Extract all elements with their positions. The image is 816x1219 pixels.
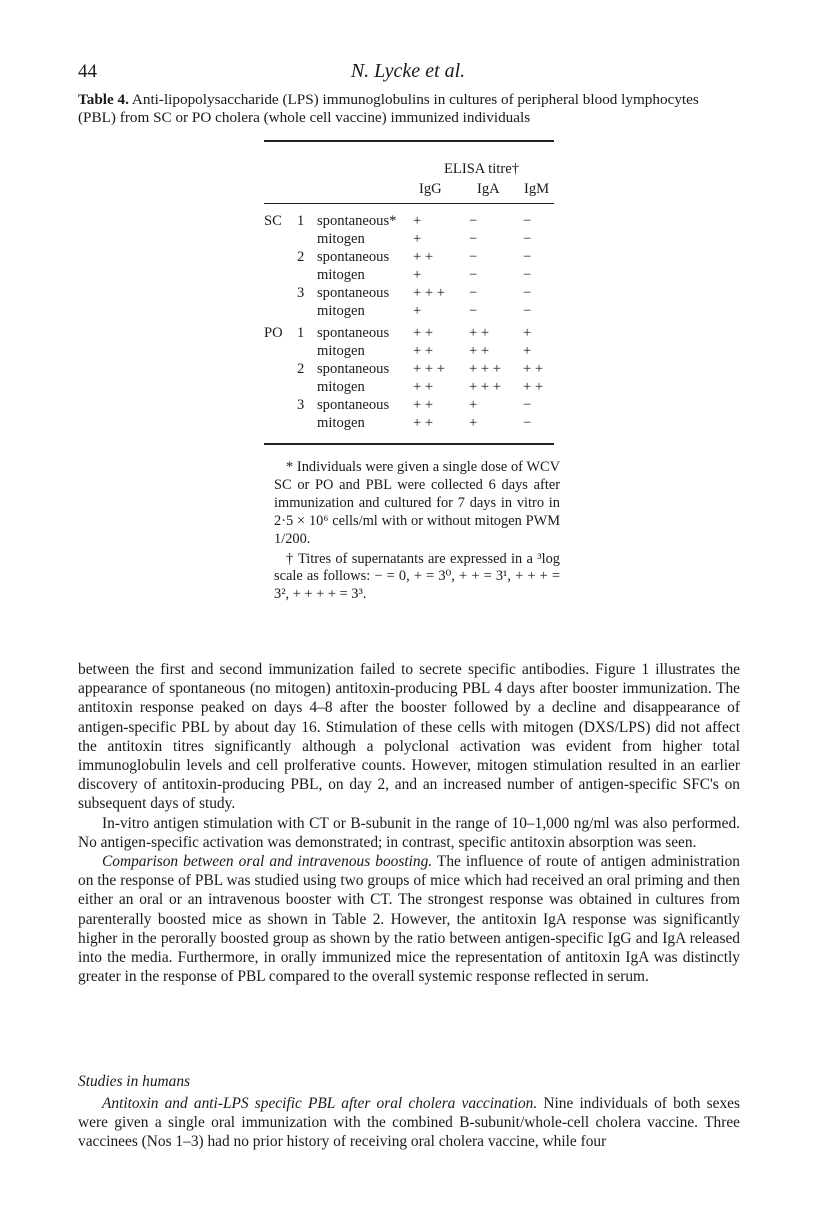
column-header-igg: IgG: [419, 181, 442, 197]
cell-igm: +: [523, 325, 532, 342]
cell-igm: −: [523, 266, 532, 283]
footnote-dagger: † Titres of supernatants are expressed in a ³log scale as follows: − = 0, + = 3⁰, + + = 3¹, + + + = 3², + + + + = 3³.: [274, 550, 560, 603]
cell-igm: −: [523, 213, 532, 229]
cell-condition: spontaneous: [317, 361, 390, 378]
cell-iga: −: [469, 284, 478, 301]
cell-condition: mitogen: [317, 343, 365, 360]
cell-igg: + +: [413, 325, 434, 342]
cell-iga: −: [469, 230, 478, 247]
cell-condition: mitogen: [317, 379, 365, 396]
section-heading: Studies in humans: [78, 1073, 191, 1090]
cell-subject: 1: [297, 325, 305, 342]
column-header-iga: IgA: [477, 181, 500, 197]
cell-igm: +: [523, 343, 532, 360]
cell-igm: + +: [523, 361, 544, 378]
cell-iga: −: [469, 213, 478, 229]
cell-condition: mitogen: [317, 302, 365, 319]
table-caption-text: Anti-lipopolysaccharide (LPS) immunoglobulins in cultures of peripheral blood lymphocytes (PBL) from SC or PO cholera (whole cell vaccine) immunized individuals: [78, 91, 699, 126]
cell-iga: +: [469, 414, 478, 431]
cell-condition: spontaneous*: [317, 213, 397, 229]
table-group-header: ELISA titre†: [444, 161, 519, 177]
cell-igg: +: [413, 266, 422, 283]
cell-iga: + + +: [469, 379, 501, 396]
cell-igg: + +: [413, 414, 434, 431]
body-text: [78, 660, 740, 986]
column-header-igm: IgM: [524, 181, 550, 197]
cell-condition: spontaneous: [317, 325, 390, 342]
paragraph-4-text: Nine individuals of both sexes were given a single oral immunization with the combined B-subunit/whole-cell cholera vaccine. Three vaccinees (Nos 1–3) had no prior history of receiving oral cholera vaccine, while four: [78, 1095, 740, 1151]
table-top-rule: [264, 140, 554, 142]
cell-igm: −: [523, 284, 532, 301]
cell-igg: + +: [413, 248, 434, 265]
cell-igg: + +: [413, 379, 434, 396]
cell-iga: + +: [469, 343, 490, 360]
cell-condition: mitogen: [317, 230, 365, 247]
cell-subject: 1: [297, 213, 305, 229]
table-header-rule: [264, 203, 554, 204]
table-bottom-rule: [264, 443, 554, 445]
paragraph-4-title: Antitoxin and anti-LPS specific PBL after oral cholera vaccination.: [102, 1095, 538, 1112]
cell-igm: −: [523, 230, 532, 247]
running-head: N. Lycke et al.: [350, 60, 466, 82]
footnote-star: * Individuals were given a single dose of WCV SC or PO and PBL were collected 6 days after immunization and cultured for 7 days in vitro in 2·5 × 10⁶ cells/ml with or without mitogen PWM 1/200.: [274, 459, 560, 547]
cell-subject: 2: [297, 361, 305, 378]
cell-route: SC: [264, 213, 282, 229]
cell-igm: −: [523, 248, 532, 265]
cell-igm: −: [523, 302, 532, 319]
paragraph-3: [78, 852, 740, 986]
cell-igm: −: [523, 414, 532, 431]
cell-igg: +: [413, 213, 422, 229]
cell-igg: + +: [413, 343, 434, 360]
cell-iga: −: [469, 248, 478, 265]
cell-igg: + + +: [413, 361, 445, 378]
body-text-lower: [78, 1094, 740, 1152]
paragraph-3-text: The influence of route of antigen administration on the response of PBL was studied using two groups of mice which had received an oral priming and then either an oral or an intravenous booster with CT. The strongest response was obtained in cultures from parenterally boosted mice as shown in Table 2. However, the antitoxin IgA response was significantly higher in the perorally boosted group as shown by the ratio between antigen-specific IgG and IgA released into the media. Furthermore, in orally immunized mice the representation of antitoxin IgA was distinctly greater in the response of PBL compared to the overall systemic response reflected in serum.: [78, 853, 740, 986]
cell-condition: mitogen: [317, 266, 365, 283]
cell-condition: spontaneous: [317, 284, 390, 301]
cell-route: PO: [264, 325, 283, 342]
cell-iga: + +: [469, 325, 490, 342]
cell-igm: + +: [523, 379, 544, 396]
cell-condition: mitogen: [317, 414, 365, 431]
paragraph-3-title: Comparison between oral and intravenous boosting.: [102, 853, 433, 871]
cell-igm: −: [523, 397, 532, 413]
table-caption: [78, 91, 740, 127]
cell-iga: + + +: [469, 361, 501, 378]
cell-iga: −: [469, 266, 478, 283]
cell-igg: + +: [413, 397, 434, 413]
cell-condition: spontaneous: [317, 248, 390, 265]
page-number: 44: [78, 61, 97, 82]
table-footnotes: [274, 459, 560, 604]
cell-iga: +: [469, 397, 478, 413]
paragraph-2: In-vitro antigen stimulation with CT or B-subunit in the range of 10–1,000 ng/ml was also performed. No antigen-specific activation was demonstrated; in contrast, specific antitoxin absorption was seen.: [78, 814, 740, 851]
cell-igg: +: [413, 302, 422, 319]
cell-subject: 2: [297, 248, 305, 265]
cell-igg: +: [413, 230, 422, 247]
paragraph-4: [78, 1094, 740, 1152]
table-caption-label: Table 4.: [78, 91, 129, 108]
paragraph-1: between the first and second immunization failed to secrete specific antibodies. Figure 1 illustrates the appearance of spontaneous (no mitogen) antitoxin-producing PBL 4 days after booster immunization. The antitoxin response peaked on days 4–8 after the booster followed by a decline and disappearance of antigen-specific PBL by about day 16. Stimulation of these cells with mitogen (DXS/LPS) did not affect the antitoxin titres significantly although a polyclonal activation was evident from higher total immunoglobulin levels and cell prolferative counts. However, mitogen stimulation resulted in an earlier discovery of antitoxin-producing PBL, on day 2, and an increased number of antigen-specific SFC's on subsequent days of study.: [78, 661, 740, 813]
cell-iga: −: [469, 302, 478, 319]
cell-subject: 3: [297, 397, 305, 413]
cell-igg: + + +: [413, 284, 445, 301]
cell-subject: 3: [297, 284, 305, 301]
cell-condition: spontaneous: [317, 397, 390, 413]
